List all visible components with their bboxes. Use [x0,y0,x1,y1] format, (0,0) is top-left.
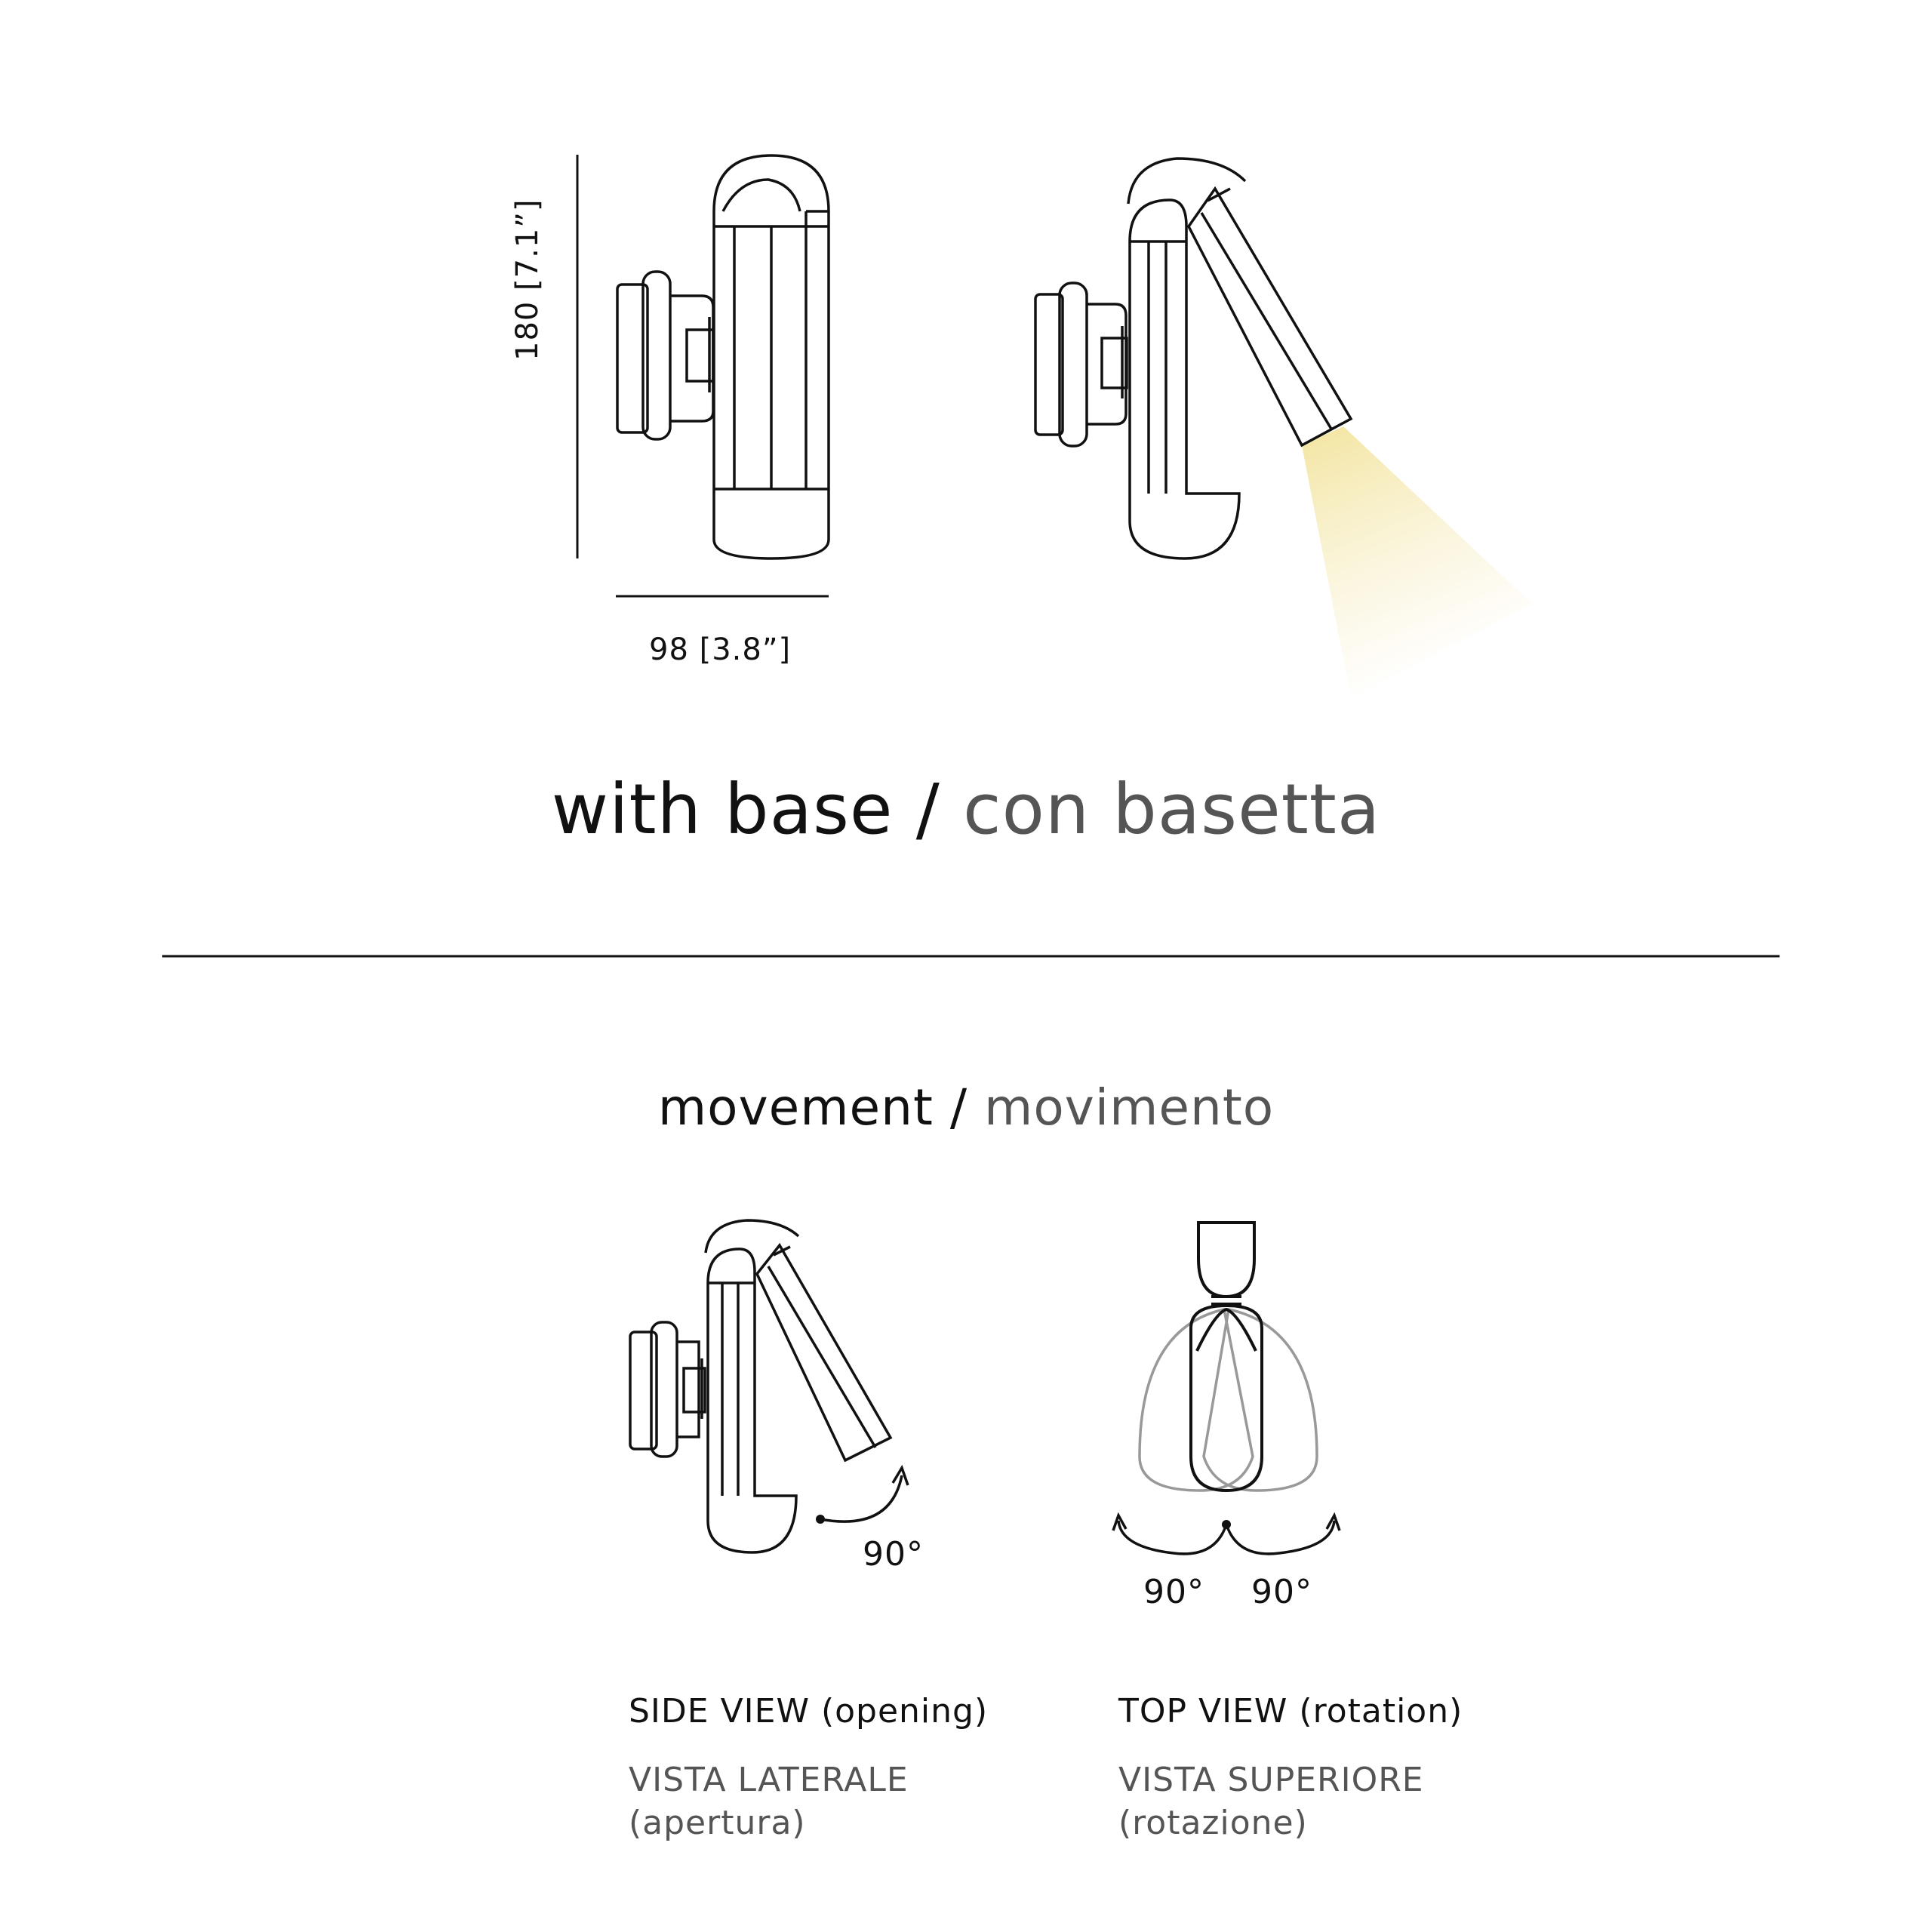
heading-with-base-en: with base [551,769,894,850]
lamp-open-drawing [1035,158,1351,558]
side-rotation-arrow [820,1468,908,1521]
heading-with-base-it: con basetta [962,769,1381,850]
top-view-caption-it: VISTA SUPERIORE (rotazione) [1118,1761,1424,1843]
heading-movement [0,1079,1932,1137]
heading-with-base-separator: / [893,769,963,850]
height-dimension-label: 180 [7.1”] [510,198,545,361]
heading-with-base [0,770,1932,850]
side-view-drawing [630,1220,891,1552]
top-angle-right-label: 90° [1251,1573,1312,1611]
heading-movement-en: movement [657,1078,934,1137]
lamp-closed-drawing [617,155,829,558]
light-beam [1302,426,1532,698]
top-pivot-dot [1222,1520,1231,1529]
top-view-ghost-left [1140,1309,1253,1491]
side-angle-label: 90° [863,1535,924,1574]
width-dimension-label: 98 [3.8”] [649,632,792,667]
side-view-caption-it: VISTA LATERALE (apertura) [629,1761,909,1843]
top-view-caption: TOP VIEW (rotation) [1118,1692,1463,1730]
heading-movement-separator: / [933,1078,985,1137]
heading-movement-it: movimento [984,1078,1275,1137]
side-pivot-dot [816,1515,825,1524]
side-view-caption: SIDE VIEW (opening) [629,1692,989,1730]
top-angle-left-label: 90° [1143,1573,1204,1611]
